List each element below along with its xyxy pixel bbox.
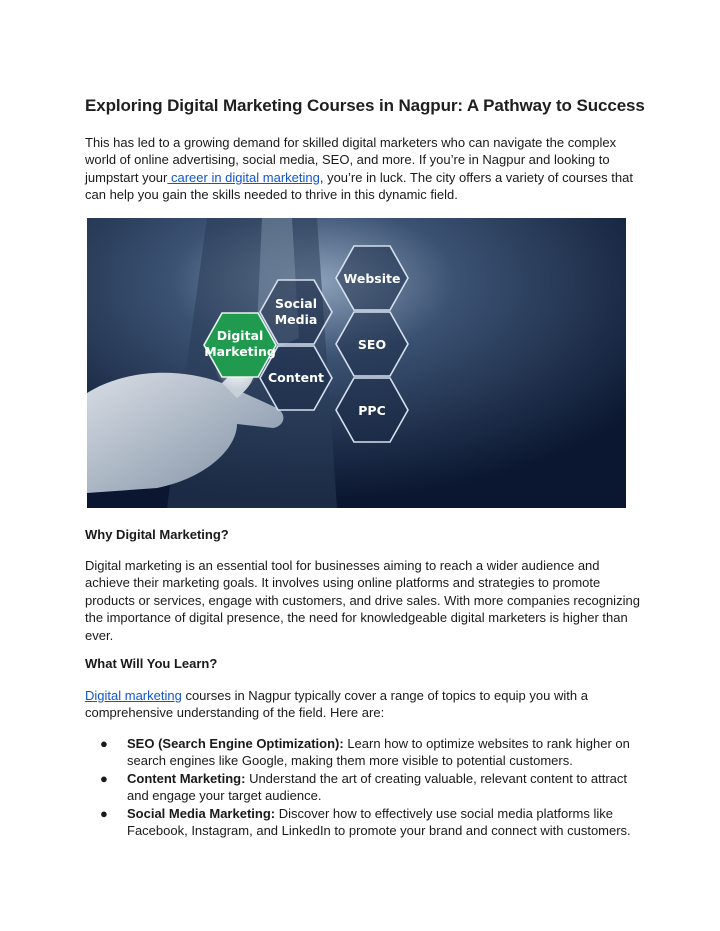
bullet-icon: ● bbox=[100, 770, 108, 786]
hero-illustration bbox=[87, 218, 626, 508]
list-item-term: Social Media Marketing: bbox=[127, 805, 276, 821]
list-item bbox=[85, 805, 645, 840]
intro-text-after: , you’re in luck. The city offers a variety of courses that can help you gain the skills needed to thrive in this dynamic field. bbox=[85, 169, 633, 203]
why-heading: Why Digital Marketing? bbox=[85, 527, 229, 542]
list-item-term: SEO (Search Engine Optimization): bbox=[127, 736, 344, 751]
why-paragraph: Digital marketing is an essential tool for businesses aiming to reach a wider audience and achieve their marketing goals. It involves using online platforms and strategies to promote products or services, engage with customers, and drive sales. With more companies recognizing the importance of digital presence, the need for knowledgeable digital marketers is higher than ever. bbox=[85, 558, 640, 643]
bullet-icon: ● bbox=[100, 736, 108, 751]
list-item-term: Content Marketing: bbox=[127, 770, 246, 786]
hex-label-digital-2: Marketing bbox=[204, 344, 276, 359]
topics-list bbox=[85, 735, 645, 839]
hex-label-social-1: Social bbox=[274, 296, 318, 311]
hex-label-social-2: Media bbox=[274, 312, 318, 327]
hex-label-content: Content bbox=[268, 370, 324, 385]
intro-paragraph bbox=[85, 134, 645, 204]
hex-label-ppc: PPC bbox=[358, 403, 386, 418]
bullet-icon: ● bbox=[100, 805, 108, 821]
intro-text-before: This has led to a growing demand for skilled digital marketers who can navigate the complex world of online advertising, social media, SEO, and more. If you’re in Nagpur and looking to jumpstart your bbox=[85, 135, 617, 185]
list-item bbox=[85, 735, 645, 770]
learn-heading: What Will You Learn? bbox=[85, 656, 218, 671]
learn-paragraph bbox=[85, 687, 645, 722]
list-item-text: Learn how to optimize websites to rank higher on search engines like Google, making them more visible to potential customers. bbox=[127, 736, 630, 769]
list-item-text: Understand the art of creating valuable, relevant content to attract and engage your target audience. bbox=[127, 770, 628, 804]
career-digital-marketing-link[interactable]: career in digital marketing bbox=[167, 169, 320, 185]
page-title: Exploring Digital Marketing Courses in Nagpur: A Pathway to Success bbox=[85, 96, 645, 115]
hex-label-digital-1: Digital bbox=[216, 328, 264, 343]
digital-marketing-link[interactable]: Digital marketing bbox=[85, 688, 182, 703]
hex-label-website: Website bbox=[343, 271, 401, 286]
learn-text-after: courses in Nagpur typically cover a range of topics to equip you with a comprehensive understanding of the field. Here are: bbox=[85, 688, 588, 721]
list-item bbox=[85, 770, 645, 805]
list-item-text: Discover how to effectively use social media platforms like Facebook, Instagram, and LinkedIn to promote your brand and connect with customers. bbox=[127, 805, 631, 839]
hero-image bbox=[87, 218, 626, 508]
hex-label-seo: SEO bbox=[357, 337, 387, 352]
